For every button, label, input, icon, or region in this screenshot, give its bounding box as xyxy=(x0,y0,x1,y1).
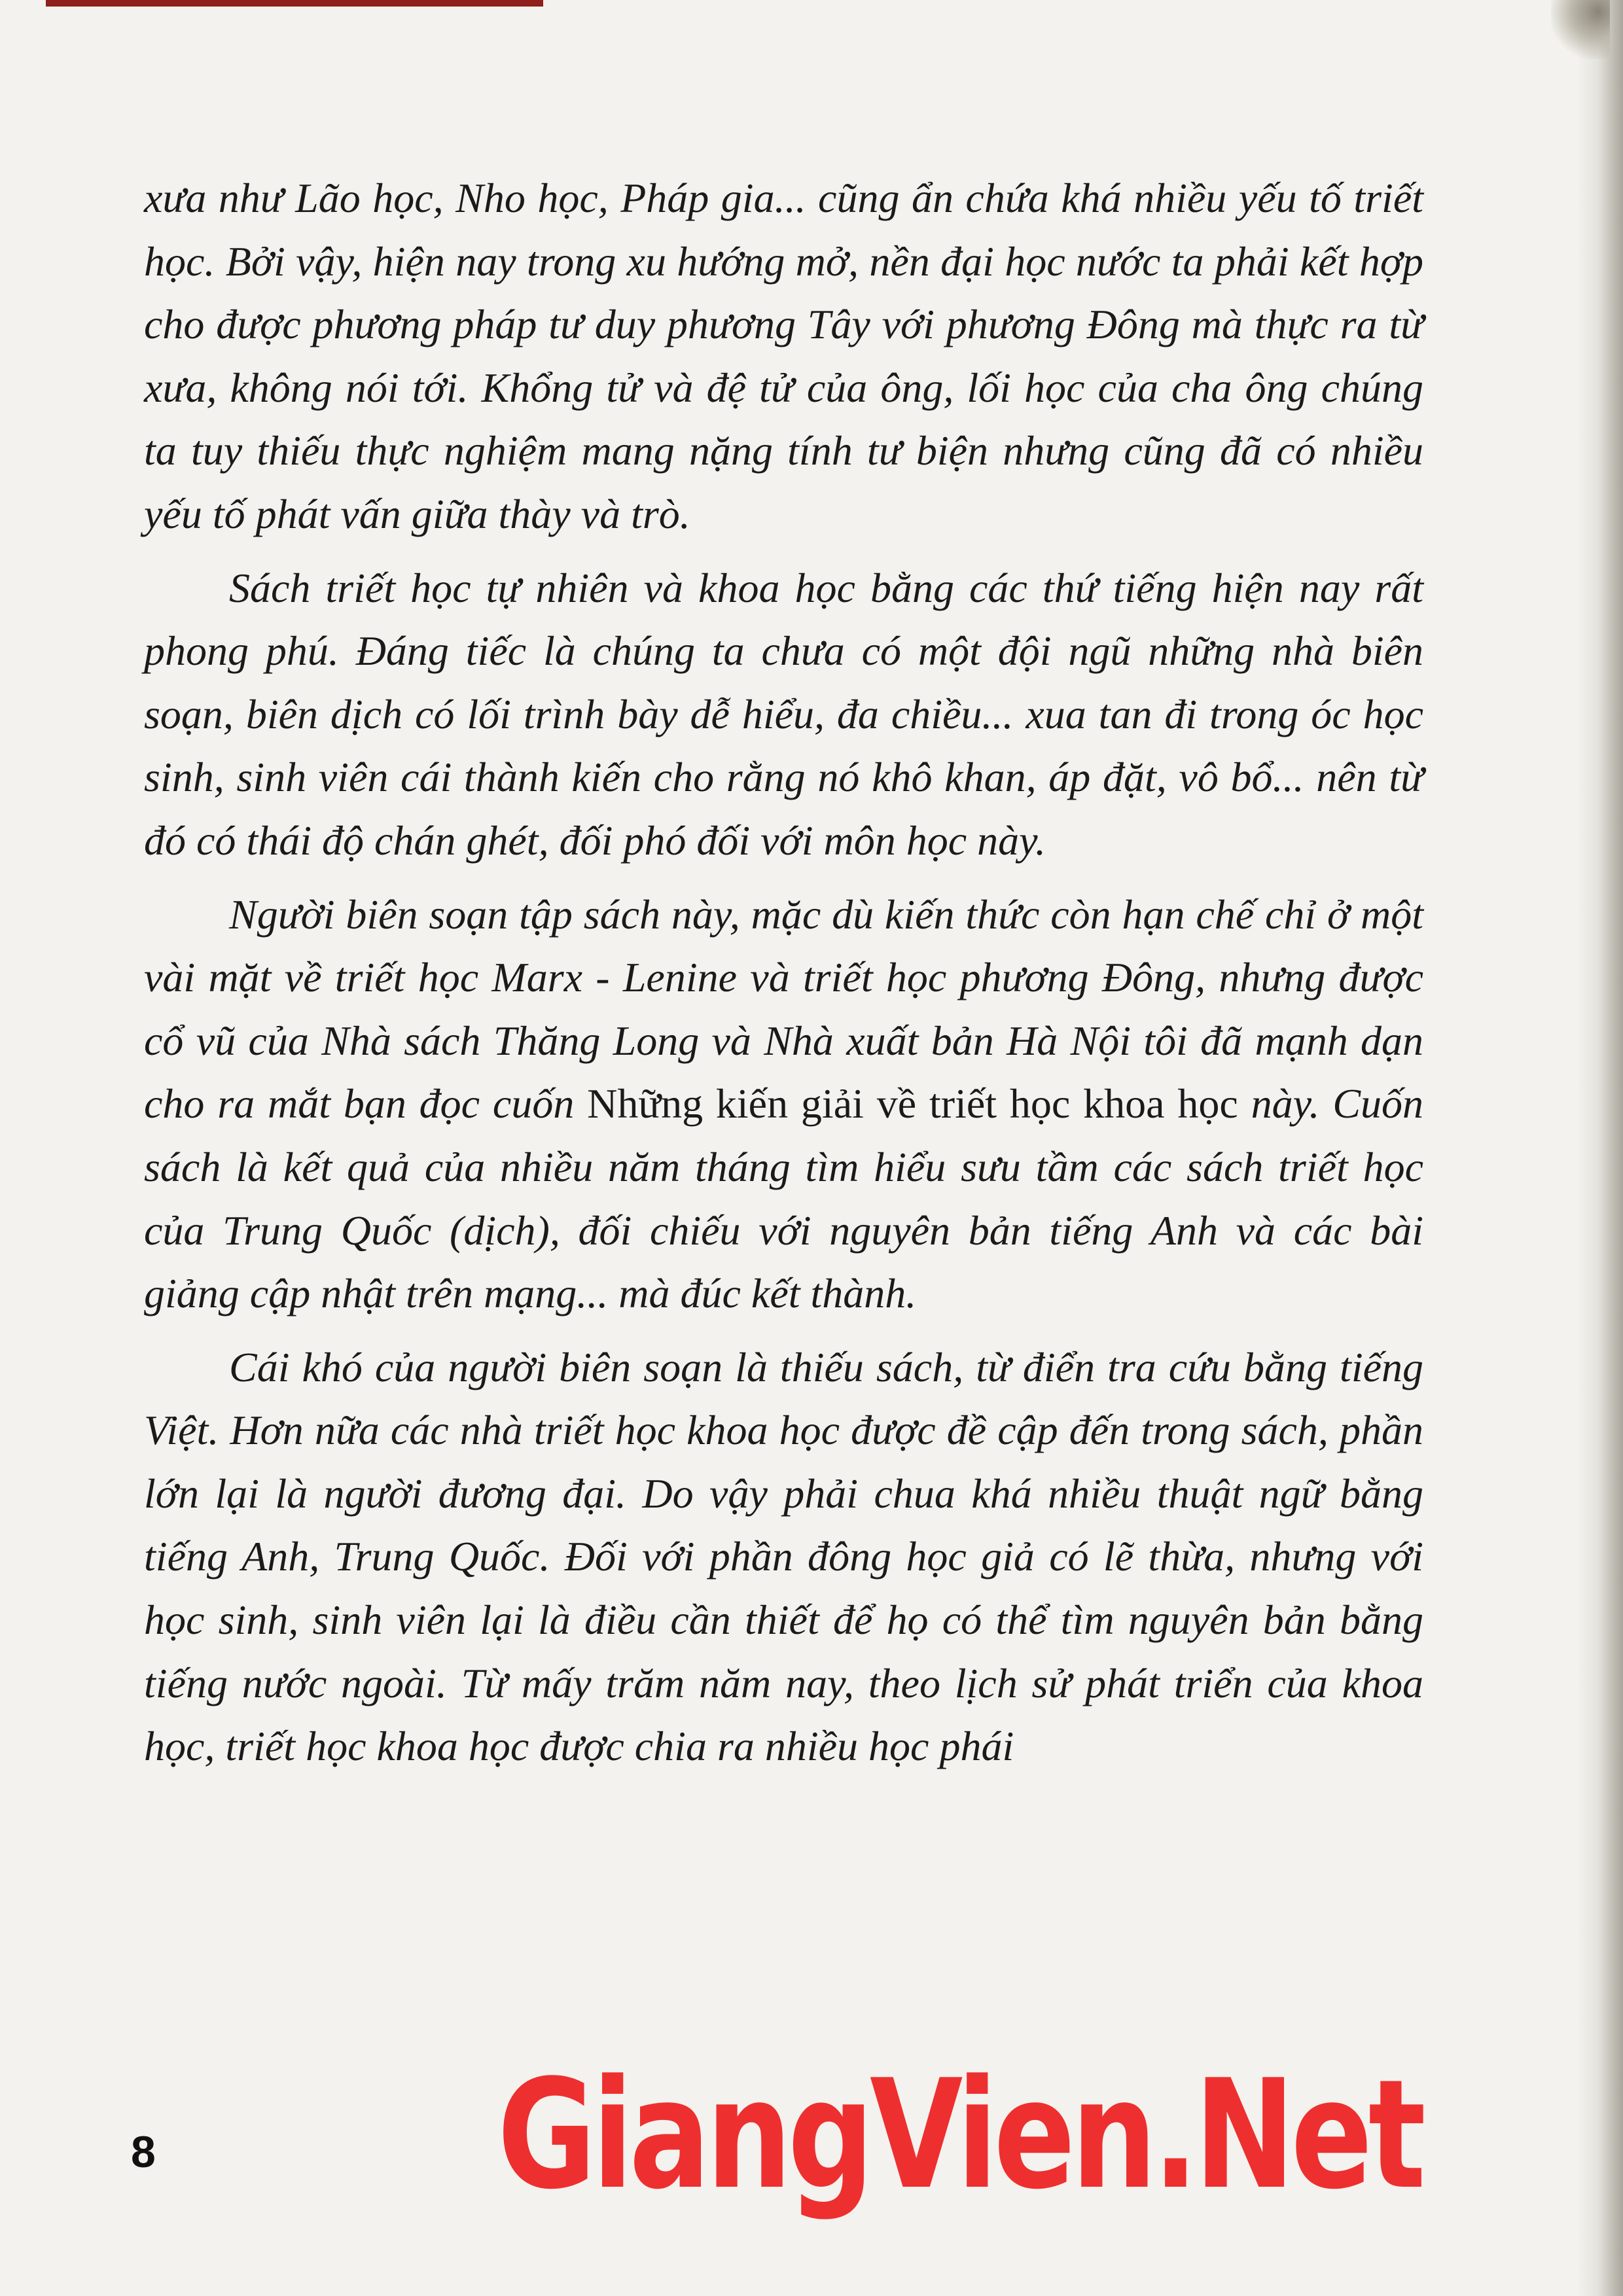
paragraph-3-tail: này. Cuốn sách là kết quả của nhiều năm tháng tìm hiểu sưu tầm các sách triết học của Trung Quốc (dịch), đối chiếu với nguyên bản tiếng Anh và các bài giảng cập nhật trên mạng... mà đúc kết thành. xyxy=(144,1080,1424,1317)
book-spine-shadow xyxy=(1577,0,1623,2296)
paragraph-3 xyxy=(144,883,1423,1326)
paragraph-4: Cái khó của người biên soạn là thiếu sách, từ điển tra cứu bằng tiếng Việt. Hơn nữa các nhà triết học khoa học được đề cập đến trong sách, phần lớn lại là người đương đại. Do vậy phải chua khá nhiều thuật ngữ bằng tiếng Anh, Trung Quốc. Đối với phần đông học giả có lẽ thừa, nhưng với học sinh, sinh viên lại là điều cần thiết để họ có thể tìm nguyên bản bằng tiếng nước ngoài. Từ mấy trăm năm nay, theo lịch sử phát triển của khoa học, triết học khoa học được chia ra nhiều học phái xyxy=(144,1343,1423,1770)
top-edge-rule xyxy=(46,0,543,7)
body-text xyxy=(144,167,1423,1789)
paragraph-2: Sách triết học tự nhiên và khoa học bằng các thứ tiếng hiện nay rất phong phú. Đáng tiếc là chúng ta chưa có một đội ngũ những nhà biên soạn, biên dịch có lối trình bày dễ hiểu, đa chiều... xua tan đi trong óc học sinh, sinh viên cái thành kiến cho rằng nó khô khan, áp đặt, vô bổ... nên từ đó có thái độ chán ghét, đối phó đối với môn học này. xyxy=(144,564,1423,864)
page-corner-shadow xyxy=(1551,0,1610,59)
page-number: 8 xyxy=(131,2127,156,2177)
paragraph-3-lead: Người biên soạn tập sách này, mặc dù kiến thức còn hạn chế chỉ ở một vài mặt về triết học Marx - Lenine và triết học phương Đông, nhưng được cổ vũ của Nhà sách Thăng Long và Nhà xuất bản Hà Nội tôi đã mạnh dạn cho ra mắt bạn đọc cuốn xyxy=(144,891,1423,1127)
watermark-logo: GiangVien.Net xyxy=(497,2048,1422,2223)
book-title: Những kiến giải về triết học khoa học xyxy=(587,1080,1238,1127)
paragraph-1: xưa như Lão học, Nho học, Pháp gia... cũng ẩn chứa khá nhiều yếu tố triết học. Bởi vậy, hiện nay trong xu hướng mở, nền đại học nước ta phải kết hợp cho được phương pháp tư duy phương Tây với phương Đông mà thực ra từ xưa, không nói tới. Khổng tử và đệ tử của ông, lối học của cha ông chúng ta tuy thiếu thực nghiệm mang nặng tính tư biện nhưng cũng đã có nhiều yếu tố phát vấn giữa thày và trò. xyxy=(144,175,1423,537)
